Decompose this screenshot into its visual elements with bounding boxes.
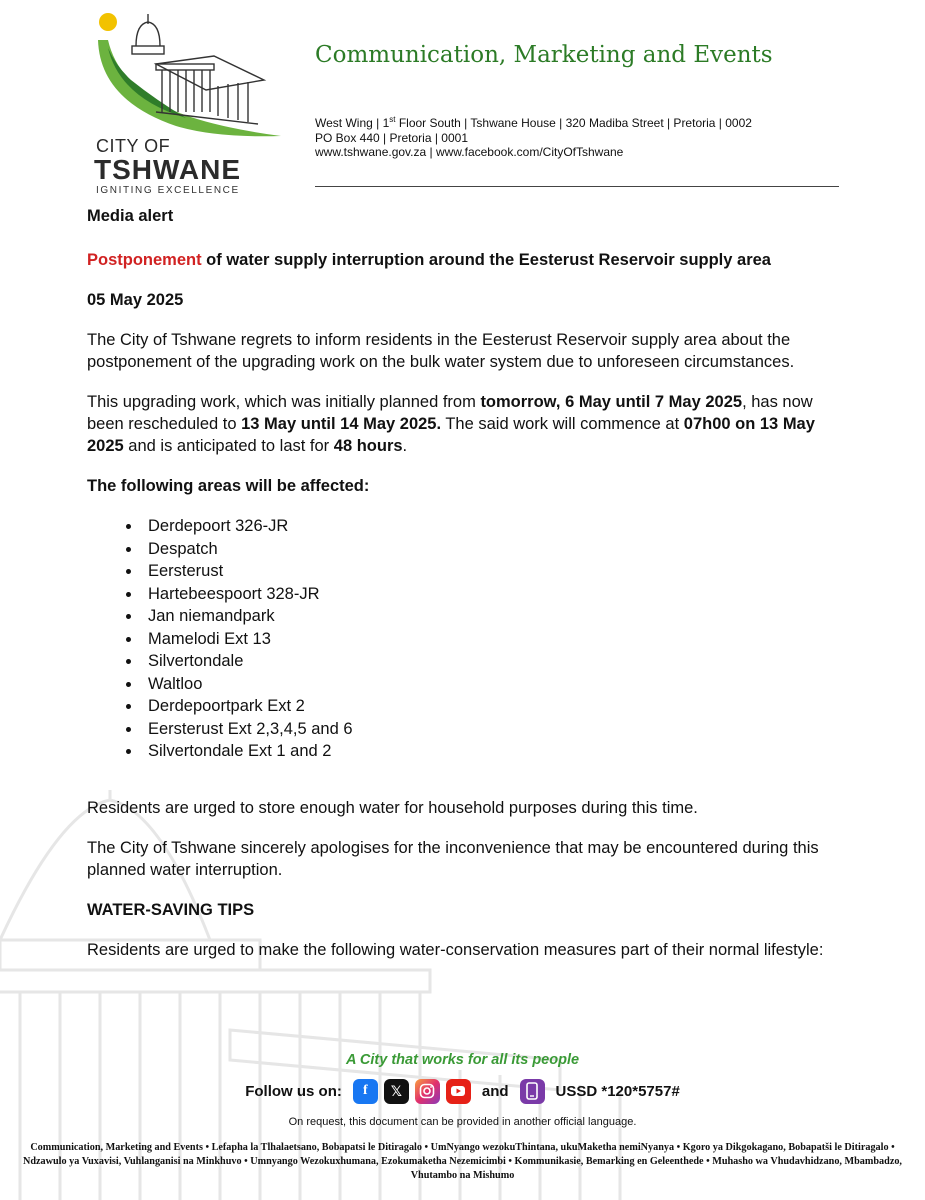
facebook-icon[interactable]: f	[353, 1079, 378, 1104]
address-line-3: www.tshwane.gov.za | www.facebook.com/CityOfTshwane	[315, 145, 624, 159]
affected-area-item: • Waltloo	[142, 673, 847, 696]
footer	[0, 1052, 925, 1183]
affected-area-item: • Eersterust	[142, 560, 847, 583]
address-ordinal: st	[389, 115, 396, 124]
affected-area-item: • Mamelodi Ext 13	[142, 628, 847, 651]
schedule-start-time: 07h00 on 13 May 2025	[87, 415, 815, 455]
city-logo	[86, 8, 286, 196]
headline	[87, 249, 847, 271]
ussd-code: USSD *120*5757#	[555, 1082, 680, 1100]
x-icon[interactable]: 𝕏	[384, 1079, 409, 1104]
tips-heading: WATER-SAVING TIPS	[87, 900, 255, 919]
affected-area-item: • Derdepoort 326-JR	[142, 515, 847, 538]
paragraph-store-water: Residents are urged to store enough water for household purposes during this time.	[87, 798, 698, 817]
schedule-new-dates: 13 May until 14 May 2025.	[241, 415, 442, 433]
logo-city-name: TSHWANE	[94, 154, 241, 185]
logo-city-of: CITY OF	[96, 136, 171, 156]
department-names-multilingual: Communication, Marketing and Events • Lefapha la Tlhalaetsano, Bobapatsi le Ditiragalo • UmNyango wezokuThintana, ukuMaketha nemiNyanya • Kgoro ya Dikgokagano, Bobapatši le Ditiragalo • Ndzawulo ya Vuxavisi, Vuhlanganisi na Minkhuvo • Umnyango Wezokuxhumana, Ezokumaketha Nezemicimbi • Kommunikasie, Bemarking en Geleenthede • Muhasho wa Vhudavhidzano, Mbambadzo, Vhutambo na Mishumo	[23, 1142, 902, 1181]
headline-text: of water supply interruption around the Eesterust Reservoir supply area	[201, 251, 771, 269]
affected-area-item: • Despatch	[142, 538, 847, 561]
affected-areas-list	[87, 515, 847, 763]
youtube-icon[interactable]	[446, 1079, 471, 1104]
address-line-1-start: West Wing | 1	[315, 116, 390, 130]
follow-label: Follow us on:	[245, 1082, 342, 1100]
affected-area-item: • Silvertondale	[142, 650, 847, 673]
schedule-text-4: and is anticipated to last for	[123, 437, 334, 455]
address-line-2: PO Box 440 | Pretoria | 0001	[315, 130, 468, 145]
address-line-1	[315, 113, 752, 131]
social-row	[0, 1076, 925, 1106]
schedule-duration: 48 hours	[333, 437, 403, 455]
affected-area-item: • Jan niemandpark	[142, 605, 847, 628]
instagram-icon[interactable]	[415, 1079, 440, 1104]
city-hall-logo-icon	[86, 8, 286, 138]
affected-area-item: • Silvertondale Ext 1 and 2	[142, 740, 847, 763]
department-title: Communication, Marketing and Events	[315, 42, 773, 68]
paragraph-tips-intro: Residents are urged to make the following water-conservation measures part of their normal lifestyle:	[87, 940, 824, 959]
areas-heading: The following areas will be affected:	[87, 477, 370, 495]
slogan: A City that works for all its people	[345, 1052, 580, 1068]
paragraph-intro: The City of Tshwane regrets to inform residents in the Eesterust Reservoir supply area about the postponement of the upgrading work on the bulk water system due to unforeseen circumstances.	[87, 331, 795, 371]
affected-area-item: • Hartebeespoort 328-JR	[142, 583, 847, 606]
paragraph-schedule	[87, 391, 847, 457]
logo-tagline: IGNITING EXCELLENCE	[96, 185, 240, 196]
document-body	[87, 205, 847, 961]
headline-highlight: Postponement	[87, 251, 202, 269]
affected-area-item: • Eersterust Ext 2,3,4,5 and 6	[142, 718, 847, 741]
schedule-text-5: .	[402, 437, 408, 455]
affected-area-item: • Derdepoortpark Ext 2	[142, 695, 847, 718]
schedule-text-1: This upgrading work, which was initially planned from	[87, 393, 481, 411]
doc-type-label: Media alert	[87, 207, 174, 225]
and-text: and	[481, 1082, 509, 1100]
schedule-text-3: The said work will commence at	[441, 415, 684, 433]
schedule-original-dates: tomorrow, 6 May until 7 May 2025	[480, 393, 743, 411]
language-request-note: On request, this document can be provided in another official language.	[288, 1116, 637, 1128]
schedule-text-2: , has now been rescheduled to	[87, 393, 813, 433]
address-line-1-end: Floor South | Tshwane House | 320 Madiba Street | Pretoria | 0002	[395, 116, 752, 130]
paragraph-apology: The City of Tshwane sincerely apologises for the inconvenience that may be encountered during this planned water interruption.	[87, 838, 819, 879]
mobile-phone-icon	[520, 1079, 545, 1104]
header-divider	[315, 186, 839, 187]
release-date: 05 May 2025	[87, 291, 184, 309]
address-block	[315, 113, 752, 160]
